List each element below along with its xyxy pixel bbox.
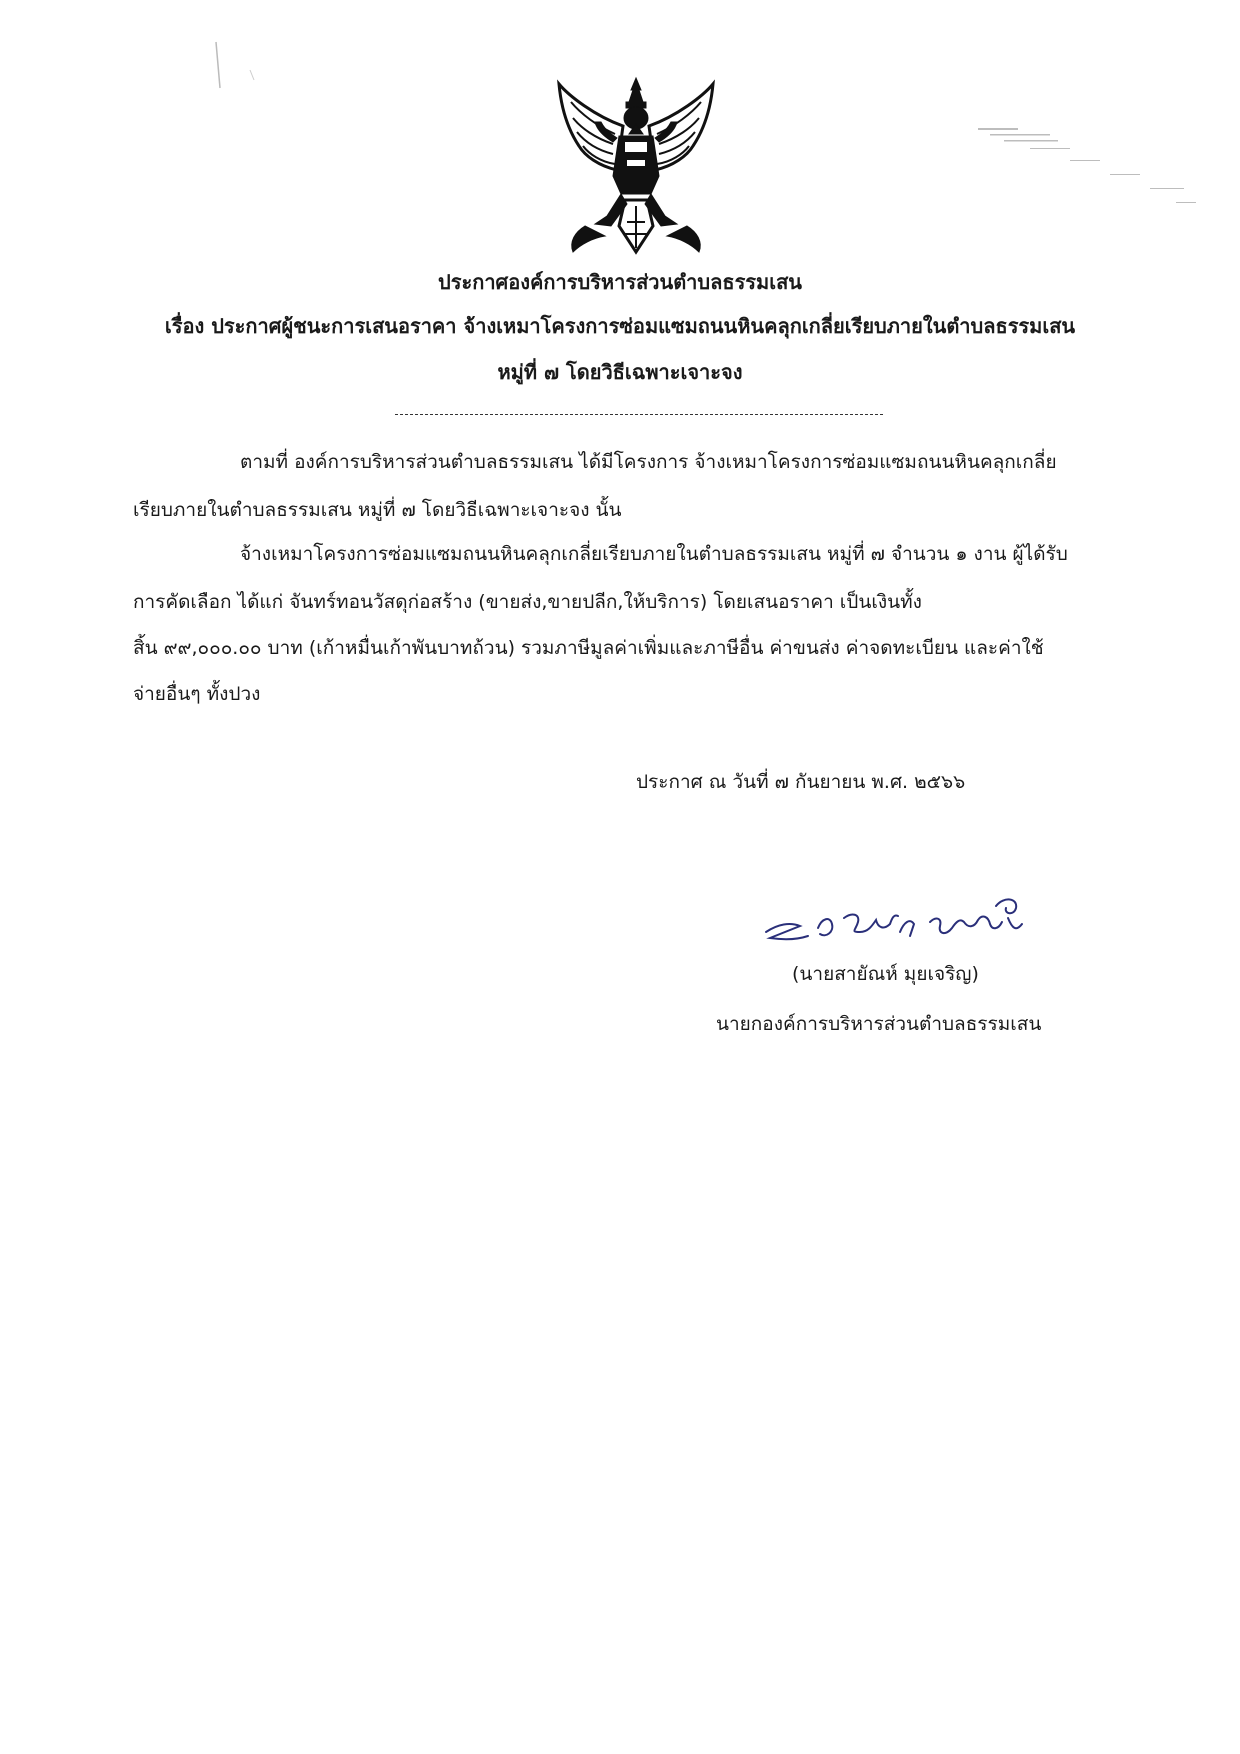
announcement-subject-continued: หมู่ที่ ๗ โดยวิธีเฉพาะเจาะจง <box>497 360 743 384</box>
announcement-title: ประกาศองค์การบริหารส่วนตำบลธรรมเสน <box>438 270 802 294</box>
body-paragraph-2-line-2: การคัดเลือก ได้แก่ จันทร์ทอนวัสดุก่อสร้าง (ขายส่ง,ขายปลีก,ให้บริการ) โดยเสนอราคา เป็นเงินทั้ง <box>133 591 922 613</box>
body-paragraph-2-line-1: จ้างเหมาโครงการซ่อมแซมถนนหินคลุกเกลี่ยเรียบภายในตำบลธรรมเสน หมู่ที่ ๗ จำนวน ๑ งาน ผู้ได้รับ <box>240 543 1068 565</box>
scan-artifact-top-left <box>210 40 260 100</box>
scan-artifact-top-right <box>970 110 1210 220</box>
body-paragraph-2-line-4: จ่ายอื่นๆ ทั้งปวง <box>133 683 261 705</box>
signer-name: (นายสายัณห์ มุยเจริญ) <box>792 963 979 985</box>
signer-title: นายกองค์การบริหารส่วนตำบลธรรมเสน <box>716 1013 1042 1035</box>
garuda-emblem-icon <box>555 76 717 258</box>
dashed-divider <box>395 414 883 415</box>
body-paragraph-1-line-1: ตามที่ องค์การบริหารส่วนตำบลธรรมเสน ได้มีโครงการ จ้างเหมาโครงการซ่อมแซมถนนหินคลุกเกลี่ย <box>240 451 1057 473</box>
announcement-subject: เรื่อง ประกาศผู้ชนะการเสนอราคา จ้างเหมาโครงการซ่อมแซมถนนหินคลุกเกลี่ยเรียบภายในตำบลธรรมเสน <box>164 314 1076 338</box>
announcement-date: ประกาศ ณ วันที่ ๗ กันยายน พ.ศ. ๒๕๖๖ <box>636 771 966 793</box>
body-paragraph-1-line-2: เรียบภายในตำบลธรรมเสน หมู่ที่ ๗ โดยวิธีเฉพาะเจาะจง นั้น <box>133 499 622 521</box>
handwritten-signature <box>760 888 1060 958</box>
body-paragraph-2-line-3: สิ้น ๙๙,๐๐๐.๐๐ บาท (เก้าหมื่นเก้าพันบาทถ้วน) รวมภาษีมูลค่าเพิ่มและภาษีอื่น ค่าขนส่ง ค่าจดทะเบียน และค่าใช้ <box>133 637 1044 659</box>
